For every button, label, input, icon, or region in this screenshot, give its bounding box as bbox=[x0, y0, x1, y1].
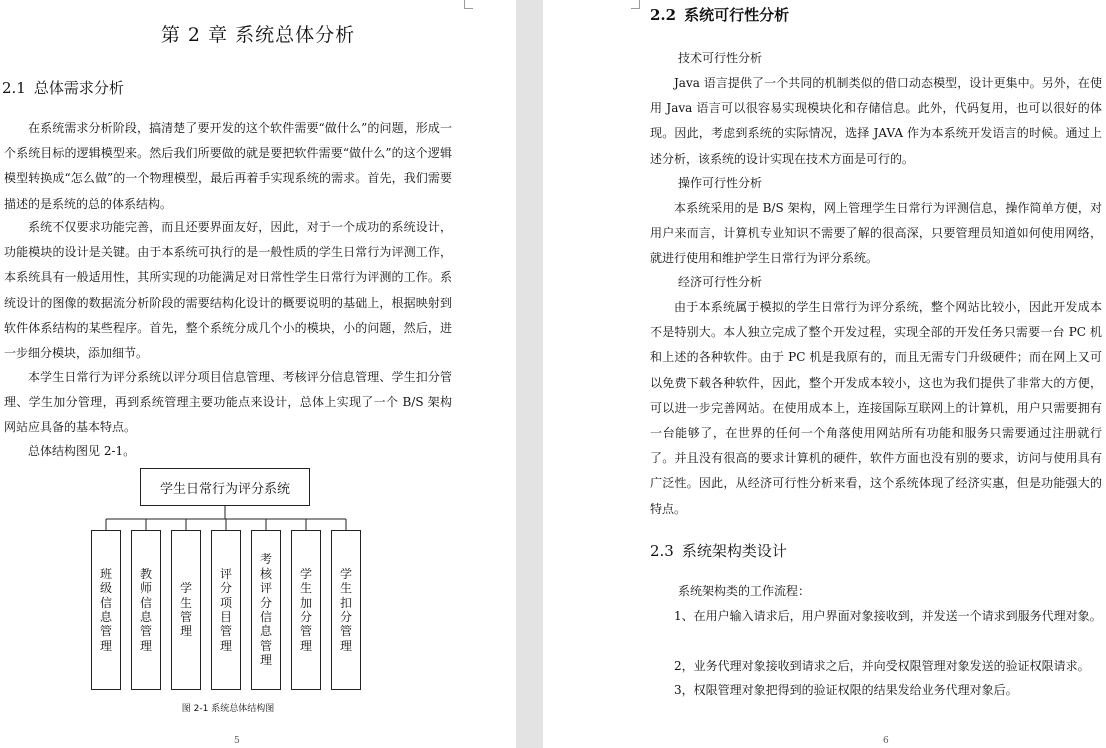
section-title: 系统可行性分析 bbox=[684, 6, 790, 24]
subsection-label-technical: 技术可行性分析 bbox=[678, 51, 763, 65]
page-number: 5 bbox=[234, 736, 240, 746]
paragraph-technical: Java 语言提供了一个共同的机制类似的借口动态模型，设计更集中。另外，在使用 Java 语言可以很容易实现模块化和存储信息。此外，代码复用，也可以很好的体现。因此，考虑到系统的实际情况，选择 JAVA 作为本系统开发语言的时候。通过上述分析，该系统的设计实现在技术方面是可行的。 bbox=[650, 76, 1102, 166]
workflow-step: 3，权限管理对象把得到的验证权限的结果发给业务代理对象后。 bbox=[674, 683, 1018, 697]
paragraph: 本学生日常行为评分系统以评分项目信息管理、考核评分信息管理、学生扣分管理、学生加分管理，再到系统管理主要功能点来设计，总体上实现了一个 B/S 架构网站应具备的基本特点。 bbox=[4, 370, 452, 435]
section-number: 2.3 bbox=[650, 542, 674, 560]
workflow-label: 系统架构类的工作流程： bbox=[678, 584, 811, 598]
workflow-step: 1、在用户输入请求后，用户界面对象接收到，并发送一个请求到服务代理对象。 bbox=[674, 609, 1102, 623]
diagram-child-node: 评分项目管理 bbox=[211, 530, 241, 690]
paragraph: 在系统需求分析阶段，搞清楚了要开发的这个软件需要“做什么”的问题，形成一个系统目标的逻辑模型来。然后我们所要做的就是要把软件需要“做什么”的这个逻辑模型转换成“怎么做”的一个物理模型，最后再着手实现系统的需求。首先，我们需要描述的是系统的总的体系结构。 bbox=[4, 121, 452, 211]
page-number: 6 bbox=[883, 736, 889, 746]
diagram-child-node: 学生扣分管理 bbox=[331, 530, 361, 690]
paragraph: 总体结构图见 2-1。 bbox=[28, 444, 136, 458]
section-number: 2.2 bbox=[650, 6, 677, 24]
section-heading-2-3 bbox=[650, 540, 787, 561]
subsection-label-economic: 经济可行性分析 bbox=[678, 275, 763, 289]
paragraph-economic: 由于本系统属于模拟的学生日常行为评分系统，整个网站比较小，因此开发成本不是特别大。本人独立完成了整个开发过程，实现全部的开发任务只需要一台 PC 机和上述的各种软件。由于 PC 机是我原有的，而且无需专门升级硬件；而在网上又可以免费下载各种软件，因此，整个开发成本较小，这也为我们提供了非常大的方便，可以进一步完善网站。在使用成本上，连接国际互联网上的计算机，用户只需要拥有一台能够了，在世界的任何一个角落使用网站所有功能和服务只需要通过注册就行了。并且没有很高的要求计算机的硬件，软件方面也没有别的要求，访问与使用具有广泛性。因此，从经济可行性分析来看，这个系统体现了经济实惠，但是功能强大的特点。 bbox=[650, 300, 1102, 516]
section-heading-2-2 bbox=[650, 4, 789, 25]
figure-caption: 图 2-1 系统总体结构图 bbox=[181, 704, 275, 714]
page-5 bbox=[0, 0, 516, 748]
page-corner-mark bbox=[631, 0, 640, 9]
section-title: 总体需求分析 bbox=[33, 79, 124, 97]
chapter-title: 第 2 章 系统总体分析 bbox=[160, 24, 356, 46]
page-6 bbox=[543, 0, 1106, 748]
system-structure-diagram bbox=[88, 468, 368, 720]
diagram-child-node: 教师信息管理 bbox=[131, 530, 161, 690]
diagram-child-node: 考核评分信息管理 bbox=[251, 530, 281, 690]
diagram-child-node: 学生管理 bbox=[171, 530, 201, 690]
diagram-child-node: 学生加分管理 bbox=[291, 530, 321, 690]
diagram-child-node: 班级信息管理 bbox=[91, 530, 121, 690]
workflow-step: 2，业务代理对象接收到请求之后，并向受权限管理对象发送的验证权限请求。 bbox=[674, 659, 1090, 673]
paragraph: 系统不仅要求功能完善，而且还要界面友好，因此，对于一个成功的系统设计，功能模块的设计是关键。由于本系统可执行的是一般性质的学生日常行为评测工作，本系统具有一般适用性，其所实现的功能满足对日常性学生日常行为评测的工作。系统设计的图像的数据流分析阶段的需要结构化设计的概要说明的基础上，根据映射到软件体系结构的某些程序。首先，整个系统分成几个小的模块，小的问题，然后，进一步细分模块，添加细节。 bbox=[4, 220, 452, 361]
page-corner-mark bbox=[464, 0, 473, 9]
section-heading-2-1 bbox=[2, 77, 124, 98]
paragraph-operational: 本系统采用的是 B/S 架构，网上管理学生日常行为评测信息，操作简单方便，对用户来而言，计算机专业知识不需要了解的很高深，只要管理员知道如何使用网络，就进行使用和维护学生日常行为评分系统。 bbox=[650, 201, 1102, 266]
subsection-label-operational: 操作可行性分析 bbox=[678, 176, 763, 190]
section-title: 系统架构类设计 bbox=[681, 542, 787, 560]
section-number: 2.1 bbox=[2, 79, 26, 97]
diagram-root-node: 学生日常行为评分系统 bbox=[140, 468, 310, 506]
